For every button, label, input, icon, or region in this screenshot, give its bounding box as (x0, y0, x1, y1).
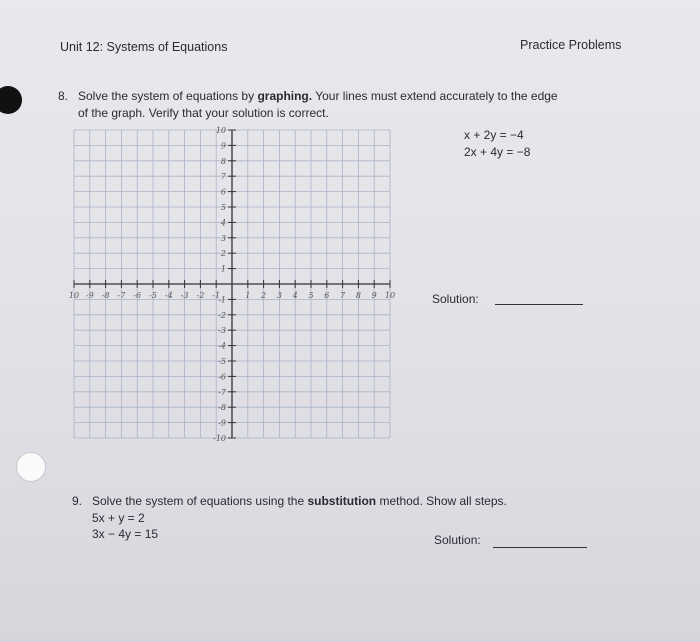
x-tick-label: 10 (384, 291, 396, 300)
coordinate-grid[interactable] (68, 126, 396, 443)
y-tick-label: -3 (218, 326, 226, 336)
y-tick-label: 1 (220, 264, 226, 274)
section-title: Practice Problems (520, 38, 622, 52)
x-tick-label: 5 (308, 291, 314, 300)
x-tick-label: -8 (101, 291, 110, 300)
y-tick-label: -2 (218, 310, 226, 320)
x-tick-label: -2 (196, 291, 205, 300)
x-tick-label: -6 (133, 291, 142, 300)
y-tick-label: -6 (218, 372, 226, 382)
y-tick-label: -7 (218, 387, 226, 397)
y-tick-label: 5 (220, 203, 226, 212)
y-tick-label: 9 (220, 141, 226, 151)
problem-8-instruction: Solve the system of equations by graphing. Your lines must extend accurately to the edge (78, 89, 558, 103)
y-tick-label: 4 (220, 218, 226, 228)
x-tick-label: 4 (292, 291, 298, 300)
x-tick-label: 3 (276, 291, 282, 300)
unit-title: Unit 12: Systems of Equations (60, 40, 228, 54)
y-tick-label: -8 (218, 403, 226, 413)
x-tick-label: 8 (355, 291, 361, 300)
problem-8-number: 8. (58, 89, 69, 103)
problem-9-equation-1: 5x + y = 2 (92, 511, 145, 525)
problem-9-instruction: Solve the system of equations using the substitution method. Show all steps. (92, 494, 507, 508)
x-tick-label: 9 (371, 291, 377, 300)
problem-8-equation-1: x + 2y = −4 (464, 128, 524, 142)
binder-hole (0, 86, 22, 114)
x-tick-label: -3 (180, 291, 189, 300)
y-tick-label: 8 (220, 156, 226, 166)
y-tick-label: -1 (218, 295, 226, 305)
problem-9-equation-2: 3x − 4y = 15 (92, 527, 159, 541)
y-tick-label: 7 (220, 172, 226, 182)
y-tick-label: 2 (220, 249, 226, 259)
y-tick-label: -9 (218, 418, 226, 428)
y-tick-label: 3 (220, 233, 226, 243)
y-tick-label: 10 (215, 126, 226, 135)
x-tick-label: -7 (117, 291, 126, 300)
problem-9-solution-label: Solution: (434, 533, 481, 547)
x-tick-label: 2 (261, 291, 267, 300)
x-tick-label: 7 (340, 291, 346, 300)
problem-8-answer-blank[interactable] (495, 304, 583, 305)
problem-9-answer-blank[interactable] (493, 547, 587, 548)
y-tick-label: 6 (220, 187, 226, 197)
x-tick-label: 10 (68, 291, 80, 300)
x-tick-label: 1 (245, 291, 251, 300)
y-tick-label: -4 (218, 341, 226, 351)
problem-8-equation-2: 2x + 4y = −8 (464, 145, 531, 159)
y-tick-label: -5 (218, 357, 226, 366)
x-tick-label: -1 (212, 291, 221, 300)
y-tick-label: -10 (213, 434, 226, 443)
problem-8-instruction-line2: of the graph. Verify that your solution is correct. (78, 106, 329, 120)
problem-9-number: 9. (72, 494, 83, 508)
problem-8-solution-label: Solution: (432, 292, 479, 306)
x-tick-label: -5 (149, 291, 157, 300)
x-tick-label: -4 (164, 291, 173, 300)
x-tick-label: 6 (324, 291, 330, 300)
x-tick-label: -9 (85, 291, 94, 300)
binder-hole (16, 452, 46, 482)
